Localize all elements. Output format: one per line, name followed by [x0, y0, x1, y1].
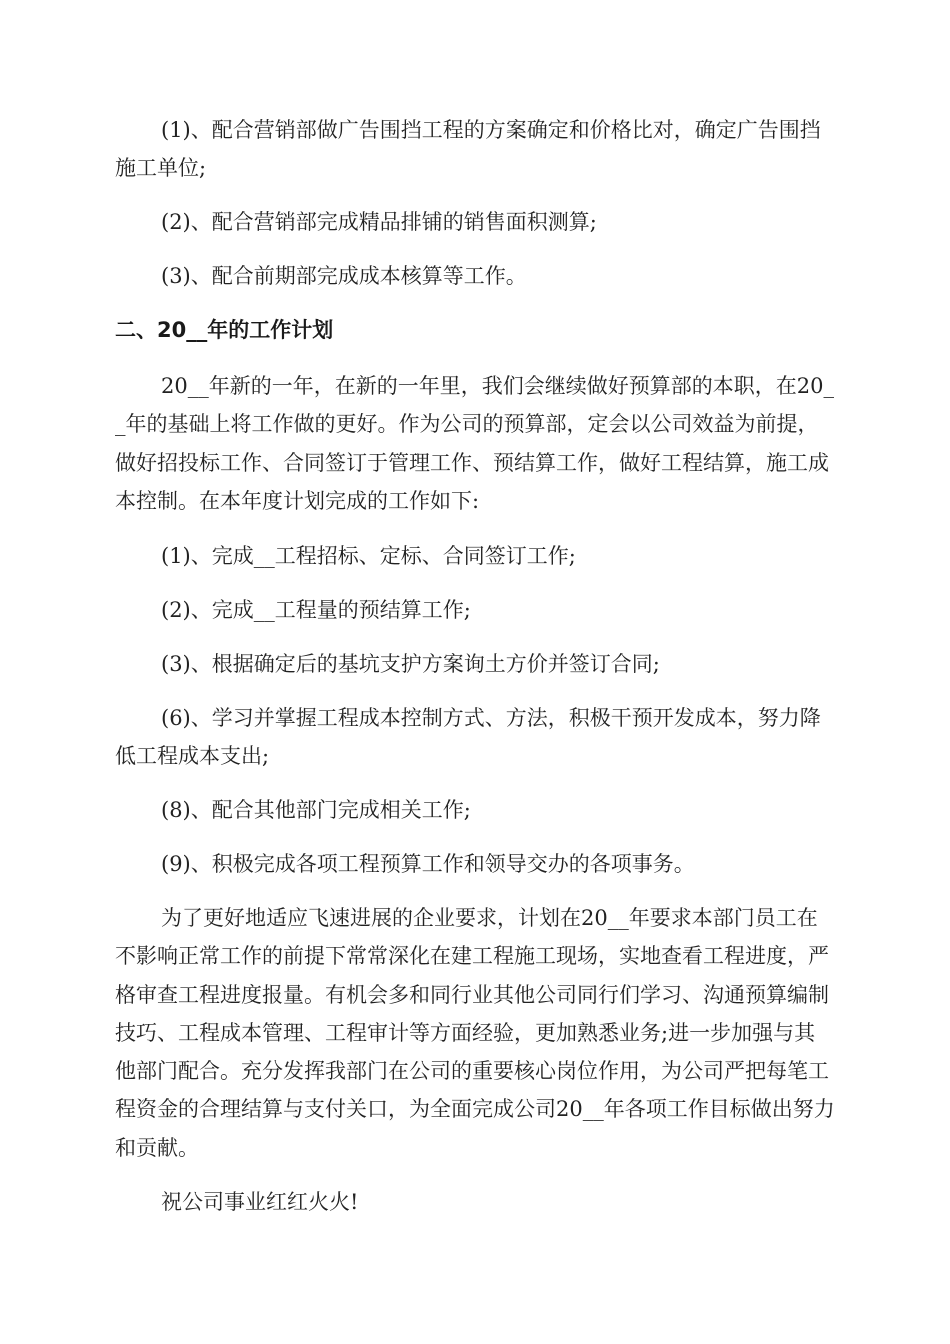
- plan-item: (8)、配合其他部门完成相关工作;: [161, 798, 471, 822]
- intro-paragraph: 20__年新的一年，在新的一年里，我们会继续做好预算部的本职，在20__年的基础上将工作做的更好。作为公司的预算部，定会以公司效益为前提，做好招投标工作、合同签订于管理工作、预结算工作，做好工程结算，施工成本控制。在本年度计划完成的工作如下:: [115, 374, 834, 513]
- plan-item: (9)、积极完成各项工程预算工作和领导交办的各项事务。: [161, 852, 695, 876]
- closing-wish: 祝公司事业红红火火!: [161, 1190, 359, 1214]
- list-item: (1)、配合营销部做广告围挡工程的方案确定和价格比对，确定广告围挡施工单位;: [115, 118, 821, 181]
- list-item: (3)、配合前期部完成成本核算等工作。: [161, 264, 527, 288]
- plan-item: (3)、根据确定后的基坑支护方案询土方价并签订合同;: [161, 652, 660, 676]
- plan-item: (1)、完成__工程招标、定标、合同签订工作;: [161, 544, 576, 568]
- plan-item: (6)、学习并掌握工程成本控制方式、方法，积极干预开发成本，努力降低工程成本支出;: [115, 706, 821, 769]
- section-heading: 二、20__年的工作计划: [115, 318, 334, 342]
- plan-item: (2)、完成__工程量的预结算工作;: [161, 598, 471, 622]
- closing-paragraph: 为了更好地适应飞速进展的企业要求，计划在20__年要求本部门员工在不影响正常工作的前提下常常深化在建工程施工现场，实地查看工程进度，严格审查工程进度报量。有机会多和同行业其他公司同行们学习、沟通预算编制技巧、工程成本管理、工程审计等方面经验，更加熟悉业务;进一步加强与其他部门配合。充分发挥我部门在公司的重要核心岗位作用，为公司严把每笔工程资金的合理结算与支付关口，为全面完成公司20__年各项工作目标做出努力和贡献。: [115, 906, 835, 1160]
- list-item: (2)、配合营销部完成精品排铺的销售面积测算;: [161, 210, 597, 234]
